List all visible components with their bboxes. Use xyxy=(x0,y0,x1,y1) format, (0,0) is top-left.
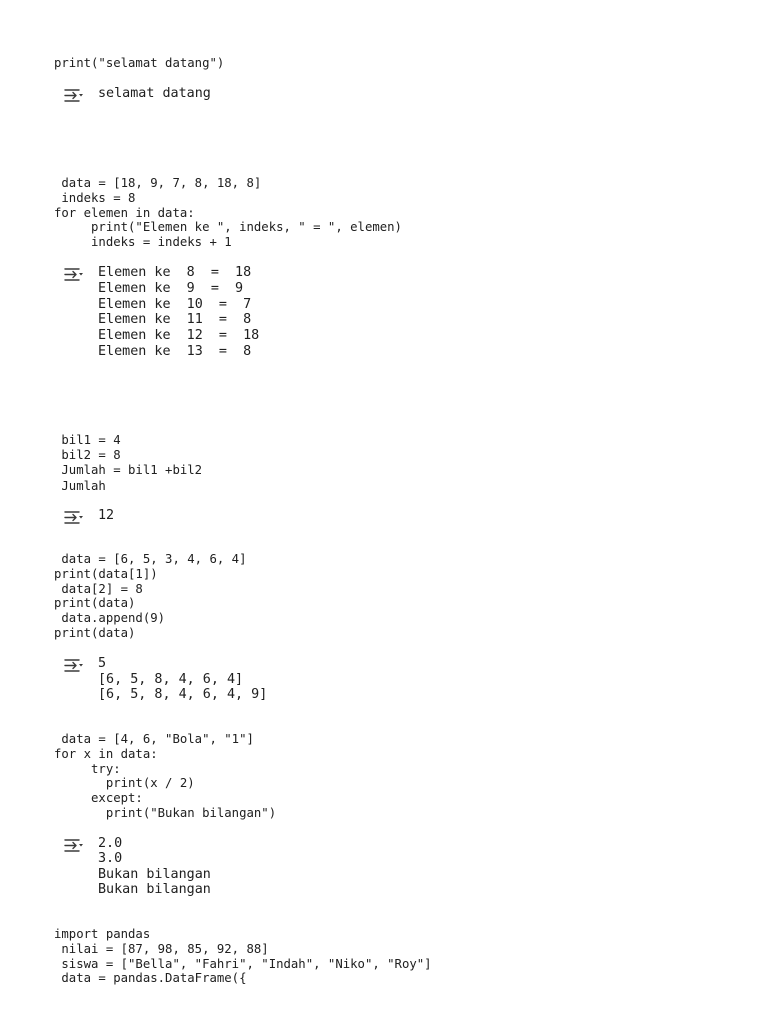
code-line: print("Bukan bilangan") xyxy=(54,806,277,820)
output-toggle-icon[interactable] xyxy=(63,266,85,282)
code-line: print("Elemen ke ", indeks, " = ", elemen) xyxy=(54,220,402,235)
output-line: Elemen ke 9 = 9 xyxy=(98,280,244,296)
output-line: Elemen ke 8 = 18 xyxy=(98,265,252,280)
code-line: print(data) xyxy=(54,596,136,611)
code-line: bil2 = 8 xyxy=(54,448,121,463)
output-line: Elemen ke 11 = 8 xyxy=(98,312,252,328)
code-line: siswa = ["Bella", "Fahri", "Indah", "Niko", "Roy"] xyxy=(54,956,432,971)
output-line: Bukan bilangan xyxy=(98,882,211,898)
code-line: for elemen in data: xyxy=(54,205,195,220)
code-line: data = [4, 6, "Bola", "1"] xyxy=(54,732,254,746)
code-line: indeks = 8 xyxy=(54,190,136,205)
code-line: data = pandas.DataFrame({ xyxy=(54,971,247,986)
output-toggle-icon[interactable] xyxy=(63,87,85,103)
output-toggle-icon[interactable] xyxy=(63,837,85,853)
output-toggle-icon[interactable] xyxy=(63,509,85,525)
code-line: Jumlah xyxy=(54,478,106,493)
code-line: print(x / 2) xyxy=(54,776,195,791)
output-line: [6, 5, 8, 4, 6, 4] xyxy=(98,671,244,687)
code-line: print("selamat datang") xyxy=(54,56,225,70)
output-line: Elemen ke 10 = 7 xyxy=(98,296,252,312)
code-line: except: xyxy=(54,791,143,806)
output-line: 2.0 xyxy=(98,836,123,851)
output-line: Elemen ke 13 = 8 xyxy=(98,344,252,359)
code-line: print(data) xyxy=(54,626,136,640)
code-line: Jumlah = bil1 +bil2 xyxy=(54,463,203,478)
output-line: selamat datang xyxy=(98,86,211,101)
code-line: data = [6, 5, 3, 4, 6, 4] xyxy=(54,552,247,566)
code-line: data = [18, 9, 7, 8, 18, 8] xyxy=(54,176,262,190)
code-line: data.append(9) xyxy=(54,611,166,626)
output-line: 5 xyxy=(98,656,107,671)
code-line: try: xyxy=(54,761,121,776)
code-line: print(data[1]) xyxy=(54,566,158,581)
output-line: Elemen ke 12 = 18 xyxy=(98,328,260,344)
code-line: bil1 = 4 xyxy=(54,433,121,447)
output-line: 3.0 xyxy=(98,851,123,867)
code-line: for x in data: xyxy=(54,746,158,761)
code-line: nilai = [87, 98, 85, 92, 88] xyxy=(54,941,269,956)
output-line: 12 xyxy=(98,508,115,523)
output-toggle-icon[interactable] xyxy=(63,657,85,673)
output-line: [6, 5, 8, 4, 6, 4, 9] xyxy=(98,687,268,703)
code-line: import pandas xyxy=(54,927,151,941)
code-line: data[2] = 8 xyxy=(54,581,143,596)
output-line: Bukan bilangan xyxy=(98,866,211,882)
code-line: indeks = indeks + 1 xyxy=(54,235,232,250)
